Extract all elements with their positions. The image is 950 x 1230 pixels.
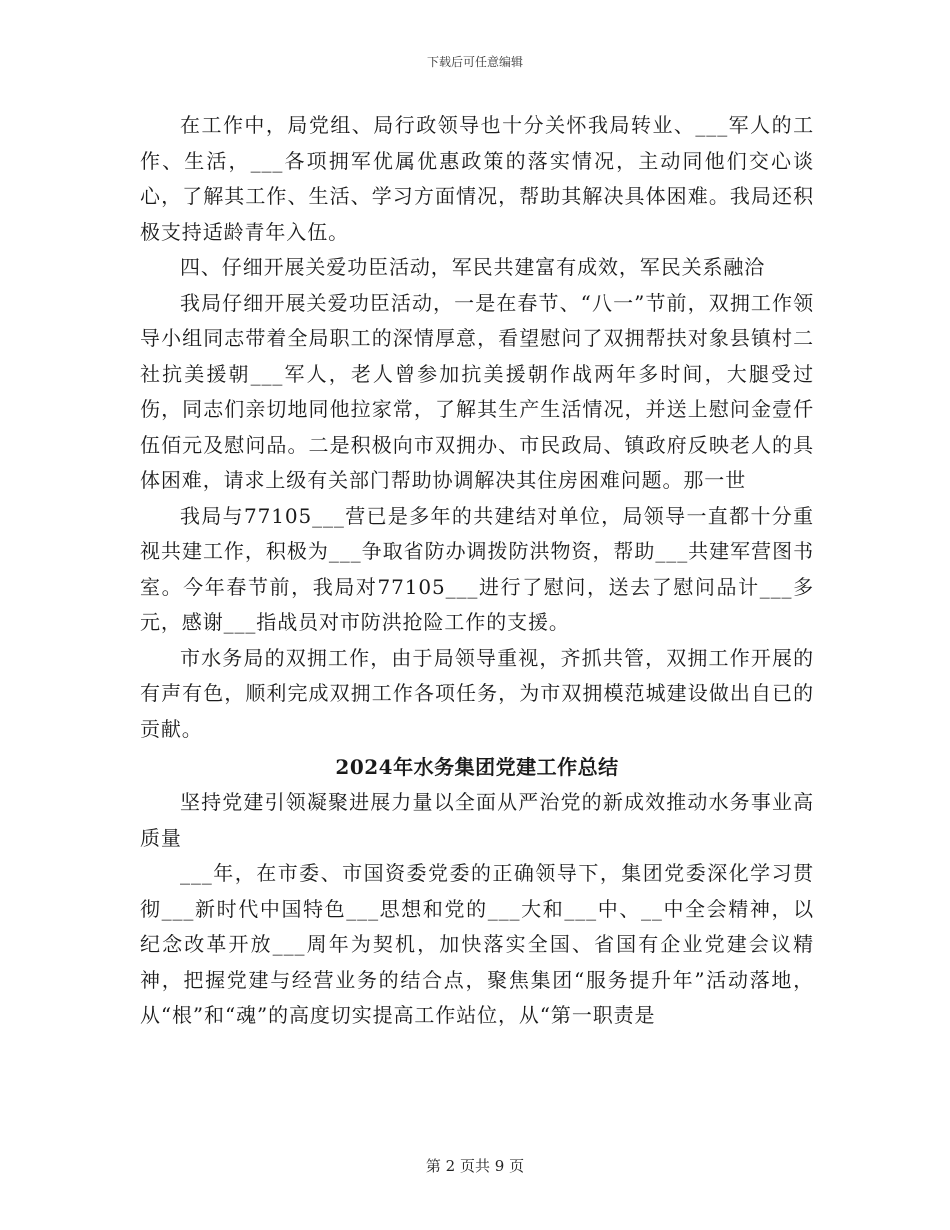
paragraph-subtitle: 坚持党建引领凝聚进展力量以全面从严治党的新成效推动水务事业高质量 [140,790,814,850]
paragraph-party-building: ___年，在市委、市国资委党委的正确领导下，集团党委深化学习贯彻___新时代中国特色___思想和党的___大和___中、__中全会精神，以纪念改革开放___周年为契机，加快落实全国、省国有企业党建会议精神，把握党建与经营业务的结合点，聚焦集团“服务提升年”活动落地，从“根”和“魂”的高度切实提高工作站位，从“第一职责是 [140,861,814,1027]
paragraph-summary: 市水务局的双拥工作，由于局领导重视，齐抓共管，双拥工作开展的有声有色，顺利完成双拥工作各项任务，为市双拥模范城建设做出自已的贡献。 [140,645,814,741]
page-footer: 第 2 页共 9 页 [425,1157,525,1175]
paragraph-joint-building: 我局与77105___营已是多年的共建结对单位，局领导一直都十分重视共建工作，积极为___争取省防办调拨防洪物资，帮助___共建军营图书室。今年春节前，我局对77105___进行了慰问，送去了慰问品计___多元，感谢___指战员对市防洪抢险工作的支援。 [140,503,814,634]
paragraph-veteran-care: 在工作中，局党组、局行政领导也十分关怀我局转业、___军人的工作、生活，___各项拥军优属优惠政策的落实情况，主动同他们交心谈心，了解其工作、生活、学习方面情况，帮助其解决具体困难。我局还积极支持适龄青年入伍。 [140,113,814,244]
document-title: 2024年水务集团党建工作总结 [335,755,619,779]
section-heading-four: 四、仔细开展关爱功臣活动，军民共建富有成效，军民关系融洽 [180,255,766,279]
page-header: 下载后可任意编辑 [426,55,523,69]
paragraph-hero-care: 我局仔细开展关爱功臣活动，一是在春节、“八一”节前，双拥工作领导小组同志带着全局职工的深情厚意，看望慰问了双拥帮扶对象县镇村二社抗美援朝___军人，老人曾参加抗美援朝作战两年多时间，大腿受过伤，同志们亲切地同他拉家常，了解其生产生活情况，并送上慰问金壹仟伍佰元及慰问品。二是积极向市双拥办、市民政局、镇政府反映老人的具体困难，请求上级有关部门帮助协调解决其住房困难问题。那一世 [140,290,814,492]
document-body [140,108,814,1034]
